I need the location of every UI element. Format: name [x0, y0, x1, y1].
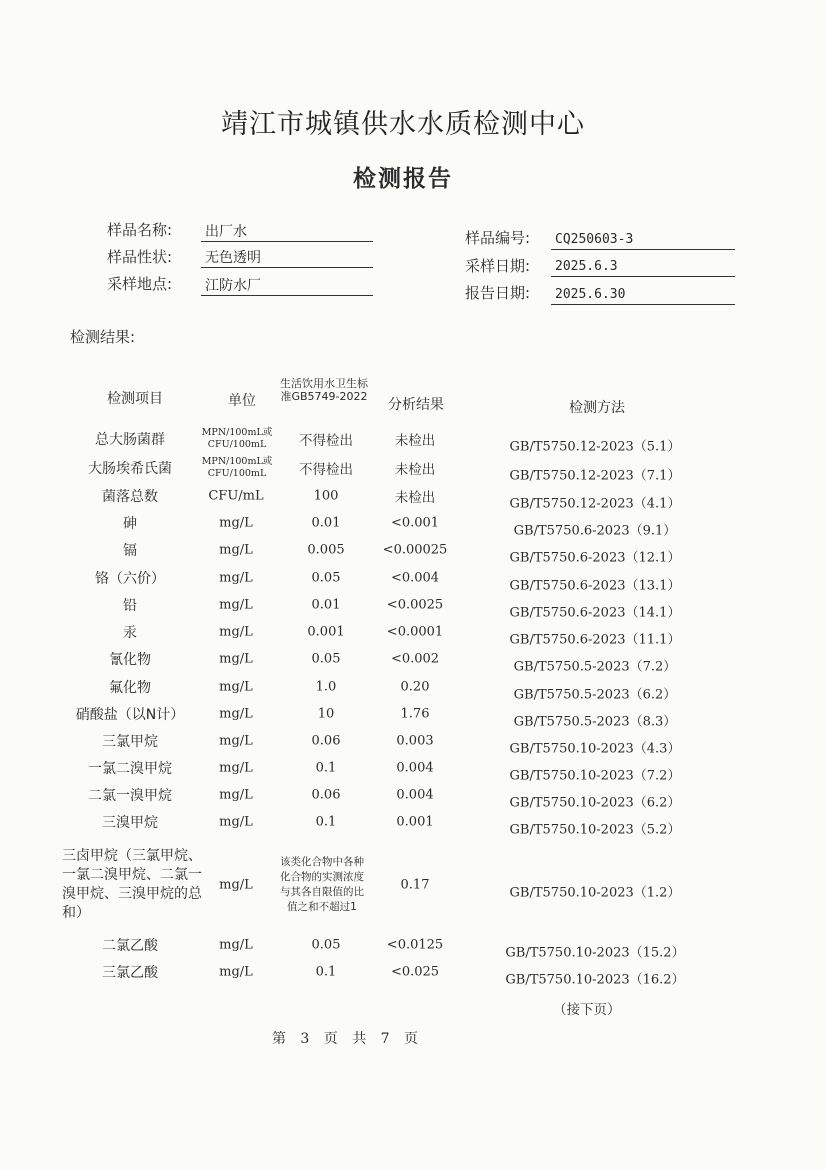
cell-unit: CFU/mL: [208, 488, 264, 504]
cell-unit: mg/L: [219, 679, 253, 695]
cell-standard: 0.05: [311, 651, 341, 667]
cell-method: GB/T5750.10-2023（4.3）: [509, 741, 681, 757]
cell-result: 0.17: [400, 877, 430, 893]
cell-unit: mg/L: [219, 515, 253, 531]
cell-method: GB/T5750.12-2023（4.1）: [509, 496, 681, 512]
cell-standard: 不得检出: [299, 433, 353, 449]
cell-item: 二氯乙酸: [102, 938, 158, 954]
cell-method: GB/T5750.10-2023（7.2）: [509, 768, 681, 784]
cell-method: GB/T5750.6-2023（11.1）: [509, 632, 681, 648]
cell-item: 二氯一溴甲烷: [88, 788, 172, 804]
page-number: 第 3 页 共 7 页: [271, 1031, 419, 1047]
cell-standard: 0.1: [315, 814, 337, 830]
cell-item: 三溴甲烷: [102, 815, 158, 831]
header-result: 分析结果: [388, 397, 444, 413]
report-date-value: 2025.6.30: [551, 285, 735, 305]
cell-item: 一氯二溴甲烷: [88, 761, 172, 777]
cell-item: 氰化物: [109, 652, 151, 668]
cell-unit: mg/L: [219, 570, 253, 586]
cell-method: GB/T5750.5-2023（6.2）: [513, 687, 677, 703]
cell-item: 三氯甲烷: [102, 734, 158, 750]
cell-standard: 该类化合物中各种化合物的实测浓度与其各自限值的比值之和不超过1: [280, 856, 364, 913]
cell-result: <0.025: [390, 964, 440, 980]
cell-unit: mg/L: [219, 624, 253, 640]
continue-note: （接下页）: [553, 1002, 621, 1018]
cell-result: <0.00025: [382, 542, 448, 558]
report-date-label: 报告日期:: [465, 284, 531, 302]
cell-item: 三氯乙酸: [102, 965, 158, 981]
cell-standard: 0.05: [311, 570, 341, 586]
sample-name-label: 样品名称:: [107, 221, 173, 239]
cell-unit: mg/L: [219, 706, 253, 722]
cell-unit: mg/L: [219, 937, 253, 953]
cell-standard: 0.01: [311, 597, 341, 613]
cell-item: 硝酸盐（以N计）: [75, 707, 185, 723]
sampling-location-label: 采样地点:: [107, 275, 173, 293]
cell-result: 0.004: [396, 760, 434, 776]
sample-appearance-label: 样品性状:: [107, 248, 173, 266]
cell-unit: mg/L: [219, 651, 253, 667]
sample-appearance-value: 无色透明: [201, 248, 373, 268]
cell-standard: 0.005: [307, 542, 345, 558]
cell-unit: mg/L: [219, 787, 253, 803]
cell-method: GB/T5750.10-2023（6.2）: [509, 795, 681, 811]
sampling-location-value: 江防水厂: [201, 276, 373, 296]
cell-unit: mg/L: [219, 760, 253, 776]
cell-result: 0.20: [400, 679, 430, 695]
cell-unit: mg/L: [219, 814, 253, 830]
cell-result: 0.004: [396, 787, 434, 803]
cell-unit: mg/L: [219, 733, 253, 749]
cell-unit: mg/L: [219, 542, 253, 558]
cell-standard: 0.06: [311, 787, 341, 803]
results-label: 检测结果:: [70, 328, 136, 346]
cell-item: 铬（六价）: [95, 571, 165, 587]
cell-standard: 0.1: [315, 964, 337, 980]
cell-standard: 100: [313, 488, 339, 504]
cell-method: GB/T5750.6-2023（14.1）: [509, 605, 681, 621]
cell-unit: mg/L: [219, 597, 253, 613]
header-method: 检测方法: [569, 400, 625, 416]
cell-result: <0.0125: [386, 937, 444, 953]
cell-method: GB/T5750.10-2023（15.2）: [505, 945, 685, 961]
cell-item: 大肠埃希氏菌: [88, 461, 172, 477]
cell-result: <0.001: [390, 515, 440, 531]
cell-standard: 0.001: [307, 624, 345, 640]
sampling-date-value: 2025.6.3: [551, 257, 735, 277]
cell-item: 镉: [123, 543, 137, 559]
cell-method: GB/T5750.6-2023（13.1）: [509, 578, 681, 594]
cell-item: 铅: [123, 598, 137, 614]
cell-item: 菌落总数: [102, 489, 158, 505]
cell-item: 砷: [123, 516, 137, 532]
cell-standard: 0.01: [311, 515, 341, 531]
sample-code-label: 样品编号:: [465, 229, 531, 247]
sampling-date-label: 采样日期:: [465, 257, 531, 275]
organization-title: 靖江市城镇供水水质检测中心: [221, 109, 585, 140]
cell-result: <0.0025: [386, 597, 444, 613]
cell-result: 0.003: [396, 733, 434, 749]
cell-item: 汞: [123, 625, 137, 641]
cell-result: 1.76: [400, 706, 430, 722]
cell-method: GB/T5750.10-2023（1.2）: [509, 885, 681, 901]
cell-method: GB/T5750.5-2023（7.2）: [513, 659, 677, 675]
cell-method: GB/T5750.10-2023（16.2）: [505, 972, 685, 988]
cell-standard: 0.1: [315, 760, 337, 776]
cell-standard: 0.06: [311, 733, 341, 749]
cell-result: 未检出: [394, 433, 436, 449]
cell-standard: 0.05: [311, 937, 341, 953]
cell-standard: 1.0: [315, 679, 337, 695]
cell-result: 0.001: [396, 814, 434, 830]
cell-method: GB/T5750.6-2023（9.1）: [513, 523, 677, 539]
cell-standard: 10: [317, 706, 335, 722]
cell-method: GB/T5750.12-2023（7.1）: [509, 468, 681, 484]
cell-method: GB/T5750.10-2023（5.2）: [509, 822, 681, 838]
sample-name-value: 出厂水: [201, 222, 373, 242]
cell-result: <0.002: [390, 651, 440, 667]
cell-unit: mg/L: [219, 877, 253, 893]
cell-item: 总大肠菌群: [95, 432, 165, 448]
cell-result: <0.004: [390, 570, 440, 586]
cell-unit: MPN/100mL或CFU/100mL: [201, 456, 273, 479]
header-unit: 单位: [228, 393, 256, 409]
cell-unit: mg/L: [219, 964, 253, 980]
cell-result: 未检出: [394, 490, 436, 506]
header-item: 检测项目: [107, 391, 163, 407]
cell-method: GB/T5750.12-2023（5.1）: [509, 439, 681, 455]
cell-result: <0.0001: [386, 624, 444, 640]
cell-standard: 不得检出: [299, 462, 353, 478]
header-standard: 生活饮用水卫生标准GB5749-2022: [280, 377, 368, 403]
sample-code-value: CQ250603-3: [551, 230, 735, 250]
cell-method: GB/T5750.6-2023（12.1）: [509, 550, 681, 566]
report-title: 检测报告: [353, 166, 453, 192]
cell-method: GB/T5750.5-2023（8.3）: [513, 714, 677, 730]
cell-unit: MPN/100mL或CFU/100mL: [201, 427, 273, 450]
cell-result: 未检出: [394, 462, 436, 478]
cell-item: 三卤甲烷（三氯甲烷、一氯二溴甲烷、二氯一溴甲烷、三溴甲烷的总和）: [62, 848, 202, 921]
cell-item: 氟化物: [109, 680, 151, 696]
